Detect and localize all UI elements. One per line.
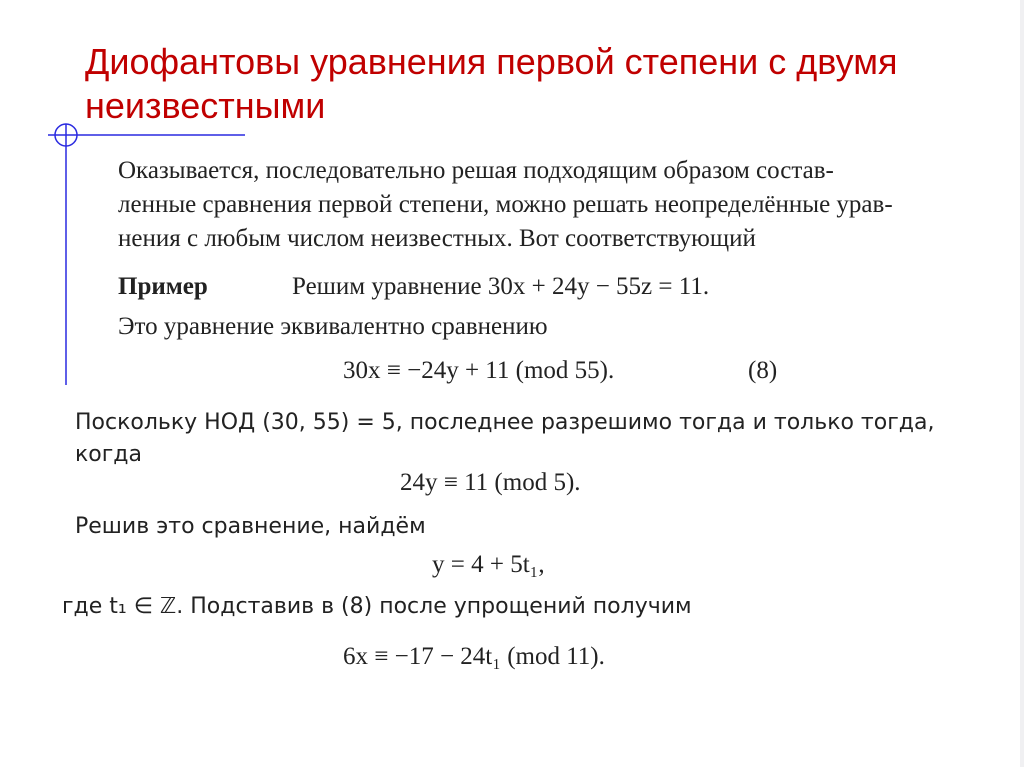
paragraph-line: Оказывается, последовательно решая подходящим образом состав-: [118, 157, 834, 184]
example-label-text: Пример: [118, 273, 208, 300]
example-label: [118, 272, 208, 302]
solution-y: y = 4 + 5t₁,: [432, 551, 545, 578]
congruence-8: 30x ≡ −24y + 11 (mod 55).: [343, 357, 615, 384]
slide-title: Диофантовы уравнения первой степени с двумя неизвестными: [85, 41, 898, 126]
congruence-mod11: 6x ≡ −17 − 24t₁ (mod 11).: [343, 643, 605, 670]
congruence-mod5: 24y ≡ 11 (mod 5).: [400, 469, 581, 496]
paragraph-line: нения с любым числом неизвестных. Вот соответствующий: [118, 225, 756, 252]
equation-tag-8: (8): [748, 357, 778, 384]
example-equation: 30x + 24y − 55z = 11.: [487, 273, 710, 300]
slide-edge: [1020, 0, 1024, 767]
gcd-line: Поскольку НОД (30, 55) = 5, последнее разрешимо тогда и только тогда,: [75, 410, 935, 435]
solving-line: Решив это сравнение, найдём: [75, 514, 426, 539]
example-statement: [292, 272, 709, 302]
substitute-line: где t₁ ∈ ℤ. Подставив в (8) после упрощений получим: [62, 594, 692, 619]
paragraph-line: ленные сравнения первой степени, можно решать неопределённые урав-: [118, 191, 893, 218]
equivalence-line: Это уравнение эквивалентно сравнению: [118, 313, 548, 340]
example-text: Решим уравнение: [292, 273, 482, 300]
when-line: когда: [75, 442, 142, 467]
